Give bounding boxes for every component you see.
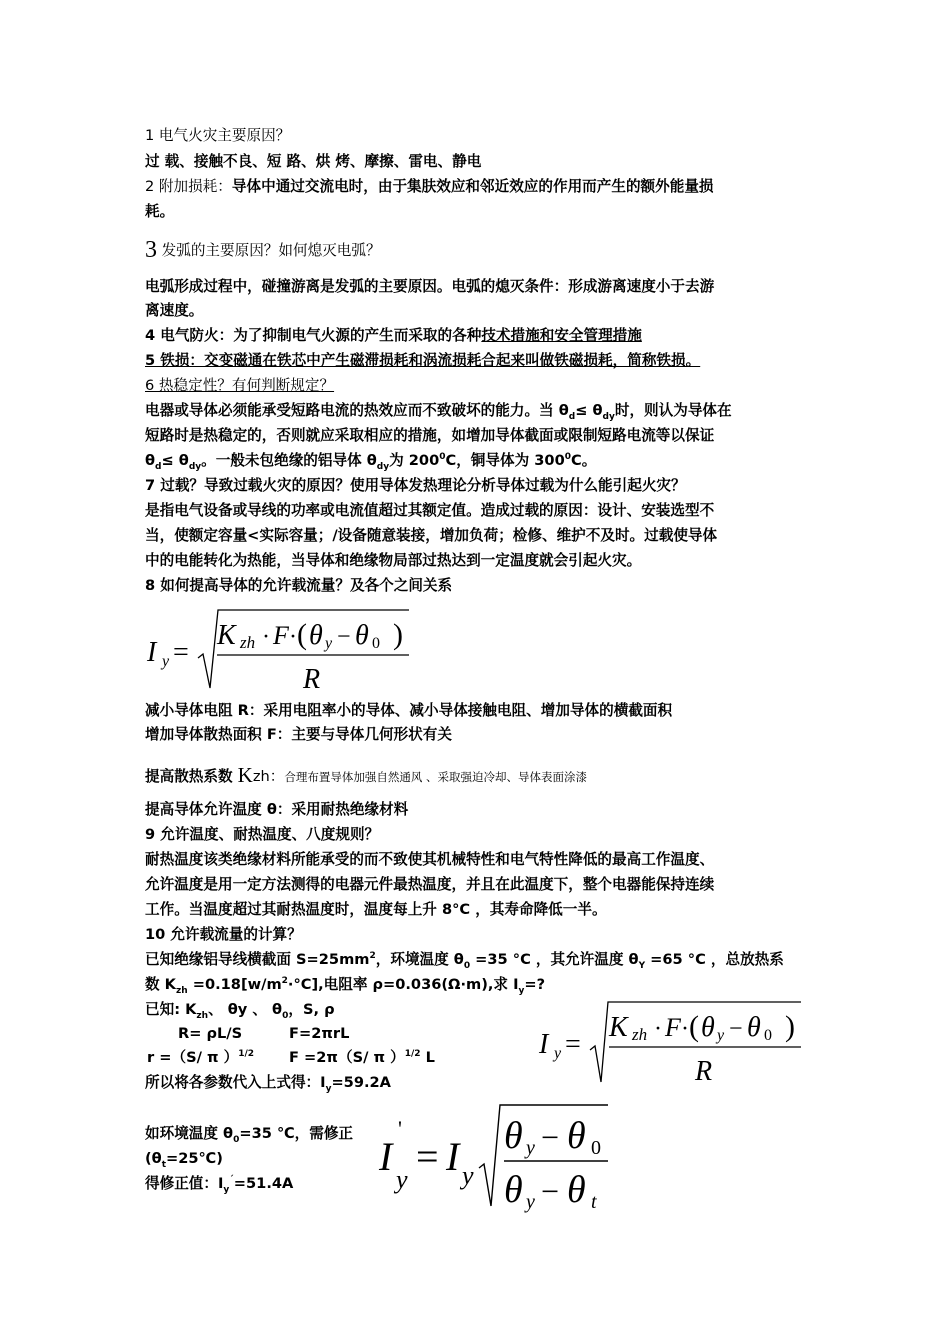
svg-text:y: y: [526, 1137, 535, 1159]
answer-7-line3: 中的电能转化为热能，当导体和绝缘物局部过热达到一定温度就会引起火灾。: [145, 552, 642, 569]
area-formula: F=2πrL: [289, 1025, 350, 1042]
answer-3-line1: 电弧形成过程中，碰撞游离是发弧的主要原因。电弧的熄灭条件：形成游离速度小于去游: [145, 278, 715, 295]
answer-6-line1: 电器或导体必须能承受短路电流的热效应而不致破坏的能力。当 $\theta_d\le \theta_{dy}$时，则认为导体在: [145, 402, 732, 422]
answer-7-line1: 是指电气设备或导线的功率或电流值超过其额定值。造成过载的原因：设计、安装选型不: [145, 502, 715, 519]
svg-text:−: −: [729, 1016, 743, 1042]
svg-text:θ: θ: [747, 1012, 761, 1043]
svg-text:θ: θ: [701, 1012, 715, 1043]
correction-line1: 如环境温度 $\theta_0=35$ ℃，需修正: [145, 1125, 354, 1145]
svg-text:=: =: [416, 1134, 439, 1179]
answer-6-line3: $\theta_d\le \theta_{dy}$。一般未包绝缘的铝导体 $\theta_{dy}$为 $200^0C$，铜导体为 $300^0C$。: [145, 452, 597, 472]
svg-text:0: 0: [591, 1137, 601, 1159]
svg-text:t: t: [591, 1191, 597, 1213]
svg-text:R: R: [303, 664, 321, 695]
svg-text:y: y: [554, 1045, 562, 1062]
svg-text:−: −: [541, 1173, 560, 1209]
formula-ampacity: [145, 604, 425, 696]
svg-text:y: y: [462, 1161, 474, 1190]
answer-3-line2: 离速度。: [145, 302, 204, 319]
svg-text:K: K: [217, 620, 236, 651]
measure-temperature: 提高导体允许温度 θ：采用耐热绝缘材料: [145, 801, 409, 818]
svg-text:·: ·: [289, 624, 297, 650]
svg-text:): ): [393, 618, 403, 651]
svg-text:zh: zh: [632, 1025, 648, 1044]
svg-text:F: F: [665, 1013, 681, 1042]
answer-9-line1: 耐热温度该类绝缘材料所能承受的而不致使其机械特性和电气特性降低的最高工作温度、: [145, 851, 715, 868]
question-7: 7 过载？导致过载火灾的原因？使用导体发热理论分析导体过载为什么能引起火灾？: [145, 477, 686, 494]
svg-text:y: y: [325, 635, 333, 652]
question-10: 10 允许载流量的计算？: [145, 926, 302, 943]
svg-text:θ: θ: [504, 1115, 523, 1157]
question-8: 8 如何提高导体的允许载流量？及各个之间关系: [145, 577, 453, 594]
known-values: 已知: $K_{zh}$、 θy 、 $\theta_0$，S, ρ: [145, 1001, 335, 1021]
svg-text:−: −: [541, 1119, 560, 1155]
svg-text:·: ·: [681, 1016, 689, 1042]
svg-text:F: F: [273, 621, 289, 650]
svg-text:θ: θ: [309, 620, 323, 651]
svg-text:zh: zh: [240, 633, 256, 652]
svg-text:': ': [398, 1116, 402, 1141]
answer-10-line2: 数 $K_{zh} =0.18[w/m^2\cdot^\circ C]$,电阻率 ρ=0.036(Ω·m),求 $I_y=$?: [145, 976, 546, 996]
question-6: 6 热稳定性？有何判断规定？: [145, 377, 335, 394]
question-5: 5 铁损：交变磁通在铁芯中产生磁滞损耗和涡流损耗合起来叫做铁磁损耗，简称铁损。: [145, 352, 701, 369]
svg-text:R: R: [695, 1056, 713, 1087]
answer-9-line3: 工作。当温度超过其耐热温度时，温度每上升 8°C ，其寿命降低一半。: [145, 901, 607, 918]
measure-coefficient: 提高散热系数 Kzh：合理布置导体加强自然通风 、采取强迫冷却、导体表面涂漆: [145, 763, 588, 787]
svg-text:0: 0: [764, 1027, 772, 1044]
answer-7-line2: 当，使额定容量<实际容量；/设备随意装接，增加负荷；检修、维护不及时。过载使导体: [145, 527, 718, 544]
question-1: 1 电气火灾主要原因？: [145, 127, 291, 144]
svg-text:I: I: [539, 1029, 549, 1060]
svg-text:I: I: [446, 1134, 460, 1179]
svg-text:(: (: [297, 618, 307, 651]
svg-text:K: K: [609, 1012, 628, 1043]
svg-text:I: I: [379, 1134, 393, 1179]
svg-text:θ: θ: [504, 1169, 523, 1211]
correction-result: 得修正值：$I_y^´=51.4A$: [145, 1175, 294, 1195]
area-formula-expanded: F =2π（S/ π ）$^{1/2}$ L: [289, 1049, 435, 1066]
question-3: 3 发弧的主要原因？如何熄灭电弧？: [145, 237, 381, 263]
answer-10-line1: 已知绝缘铝导线横截面 $S=25mm^2$，环境温度 $\theta_0 =35$ °C ，其允许温度 $\theta_Y =65$ °C ，总放热系: [145, 951, 784, 971]
svg-text:·: ·: [654, 1016, 662, 1042]
answer-9-line2: 允许温度是用一定方法测得的电器元件最热温度，并且在此温度下，整个电器能保持连续: [145, 876, 715, 893]
formula-corrected-ampacity: [376, 1102, 621, 1214]
svg-text:·: ·: [262, 624, 270, 650]
measure-area: 增加导体散热面积 F：主要与导体几何形状有关: [145, 726, 452, 743]
radius-formula: r =（S/ π ）$^{1/2}$: [147, 1049, 255, 1066]
result-current: 所以将各参数代入上式得：$I_y=59.2A$: [145, 1074, 391, 1094]
question-4: 4 电气防火：为了抑制电气火源的产生而采取的各种技术措施和安全管理措施: [145, 327, 642, 344]
svg-text:=: =: [173, 637, 189, 668]
svg-text:I: I: [147, 637, 157, 668]
answer-1: 过 载、接触不良、短 路、烘 烤、摩擦、雷电、静电: [145, 153, 482, 170]
question-2: 2 附加损耗：导体中通过交流电时，由于集肤效应和邻近效应的作用而产生的额外能量损: [145, 178, 714, 195]
svg-text:y: y: [162, 653, 170, 670]
formula-ampacity-repeat: [537, 998, 807, 1090]
svg-text:θ: θ: [567, 1115, 586, 1157]
svg-text:θ: θ: [355, 620, 369, 651]
measure-resistance: 减小导体电阻 R：采用电阻率小的导体、减小导体接触电阻、增加导体的横截面积: [145, 702, 673, 719]
svg-text:=: =: [565, 1029, 581, 1060]
svg-text:θ: θ: [567, 1169, 586, 1211]
svg-text:y: y: [396, 1165, 408, 1194]
svg-text:y: y: [717, 1027, 725, 1044]
answer-6-line2: 短路时是热稳定的，否则就应采取相应的措施，如增加导体截面或限制短路电流等以保证: [145, 427, 715, 444]
svg-text:y: y: [526, 1191, 535, 1213]
svg-text:): ): [785, 1010, 795, 1043]
svg-text:0: 0: [372, 635, 380, 652]
question-9: 9 允许温度、耐热温度、八度规则？: [145, 826, 380, 843]
correction-line2: $(\theta_t=25℃)$: [145, 1150, 223, 1170]
svg-text:(: (: [689, 1010, 699, 1043]
resistance-formula: R= ρL/S: [178, 1025, 243, 1042]
svg-text:−: −: [337, 624, 351, 650]
answer-2-cont: 耗。: [145, 203, 175, 220]
